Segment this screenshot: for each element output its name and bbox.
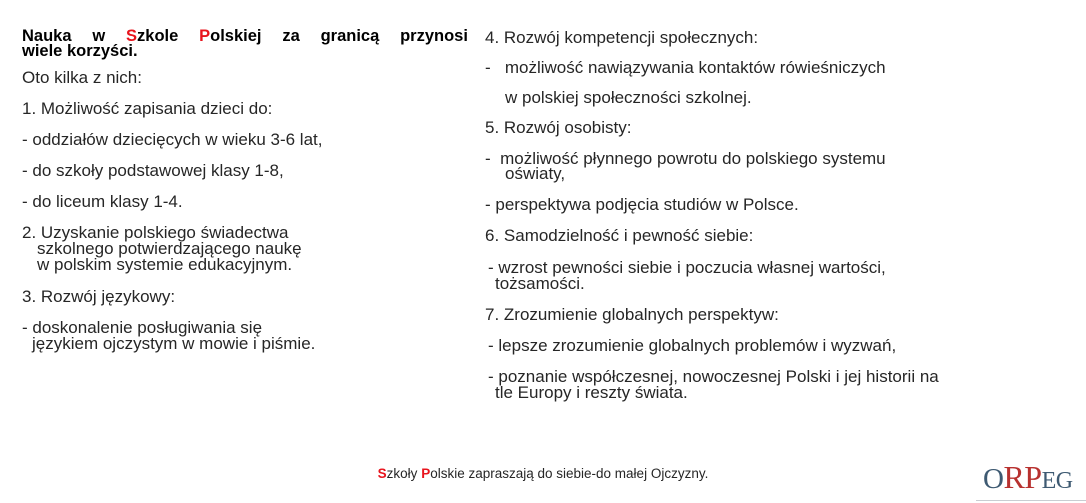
point-6-title: 6. Samodzielność i pewność siebie: [485,226,754,245]
point-3-title: 3. Rozwój językowy: [22,287,176,306]
point-1-item: - do szkoły podstawowej klasy 1-8, [22,161,284,180]
point-1-item: - do liceum klasy 1-4. [22,192,183,211]
heading-red-p: P [199,27,211,45]
logo-letters-eg: EG [1041,468,1073,494]
point-4-continuation: w polskiej społeczności szkolnej. [505,88,752,107]
heading-word-polskiej: Polskiej [199,27,262,45]
footer-red-s: S [377,466,387,481]
point-6-item: - wzrost pewności siebie i poczucia własnej wartości, [488,258,886,277]
point-5-item: - możliwość płynnego powrotu do polskiego systemu [485,149,886,168]
footer-slogan: Szkoły Polskie zapraszają do siebie-do małej Ojczyzny. [377,466,709,481]
heading-word-szkole: Szkole [126,27,179,45]
point-2-continuation: w polskim systemie edukacyjnym. [37,255,293,274]
heading-word: przynosi [400,27,468,45]
point-7-item: - poznanie współczesnej, nowoczesnej Polski i jej historii na [488,367,939,386]
point-5-item: - perspektywa podjęcia studiów w Polsce. [485,195,799,214]
point-4-title: 4. Rozwój kompetencji społecznych: [485,28,759,47]
point-2-continuation: szkolnego potwierdzającego naukę [37,239,302,258]
intro-text: Oto kilka z nich: [22,68,142,87]
heading-word: za [282,27,300,45]
point-7-title: 7. Zrozumienie globalnych perspektyw: [485,305,779,324]
point-3-continuation: językiem ojczystym w mowie i piśmie. [32,334,316,353]
heading-line-2: wiele korzyści. [22,42,138,60]
heading-red-s: S [126,27,138,45]
point-1-title: 1. Możliwość zapisania dzieci do: [22,99,273,118]
point-5-continuation: oświaty, [505,164,566,183]
heading-word: w [92,27,106,45]
footer-red-p: P [421,466,431,481]
point-2-title: 2. Uzyskanie polskiego świadectwa [22,223,289,242]
logo-letters-rp: RP [1003,459,1042,495]
point-6-continuation: tożsamości. [495,274,585,293]
logo-underline [976,500,1086,501]
point-1-item: - oddziałów dziecięcych w wieku 3-6 lat, [22,130,323,149]
heading-word: Nauka [22,27,72,45]
point-7-continuation: tle Europy i reszty świata. [495,383,688,402]
heading-word: granicą [320,27,380,45]
point-4-item: - możliwość nawiązywania kontaktów rówieśniczych [485,58,886,77]
point-5-title: 5. Rozwój osobisty: [485,118,632,137]
point-7-item: - lepsze zrozumienie globalnych problemów i wyzwań, [488,336,897,355]
point-3-item: - doskonalenie posługiwania się [22,318,263,337]
logo-letter-o: O [983,463,1004,495]
orpeg-logo [983,459,1073,496]
